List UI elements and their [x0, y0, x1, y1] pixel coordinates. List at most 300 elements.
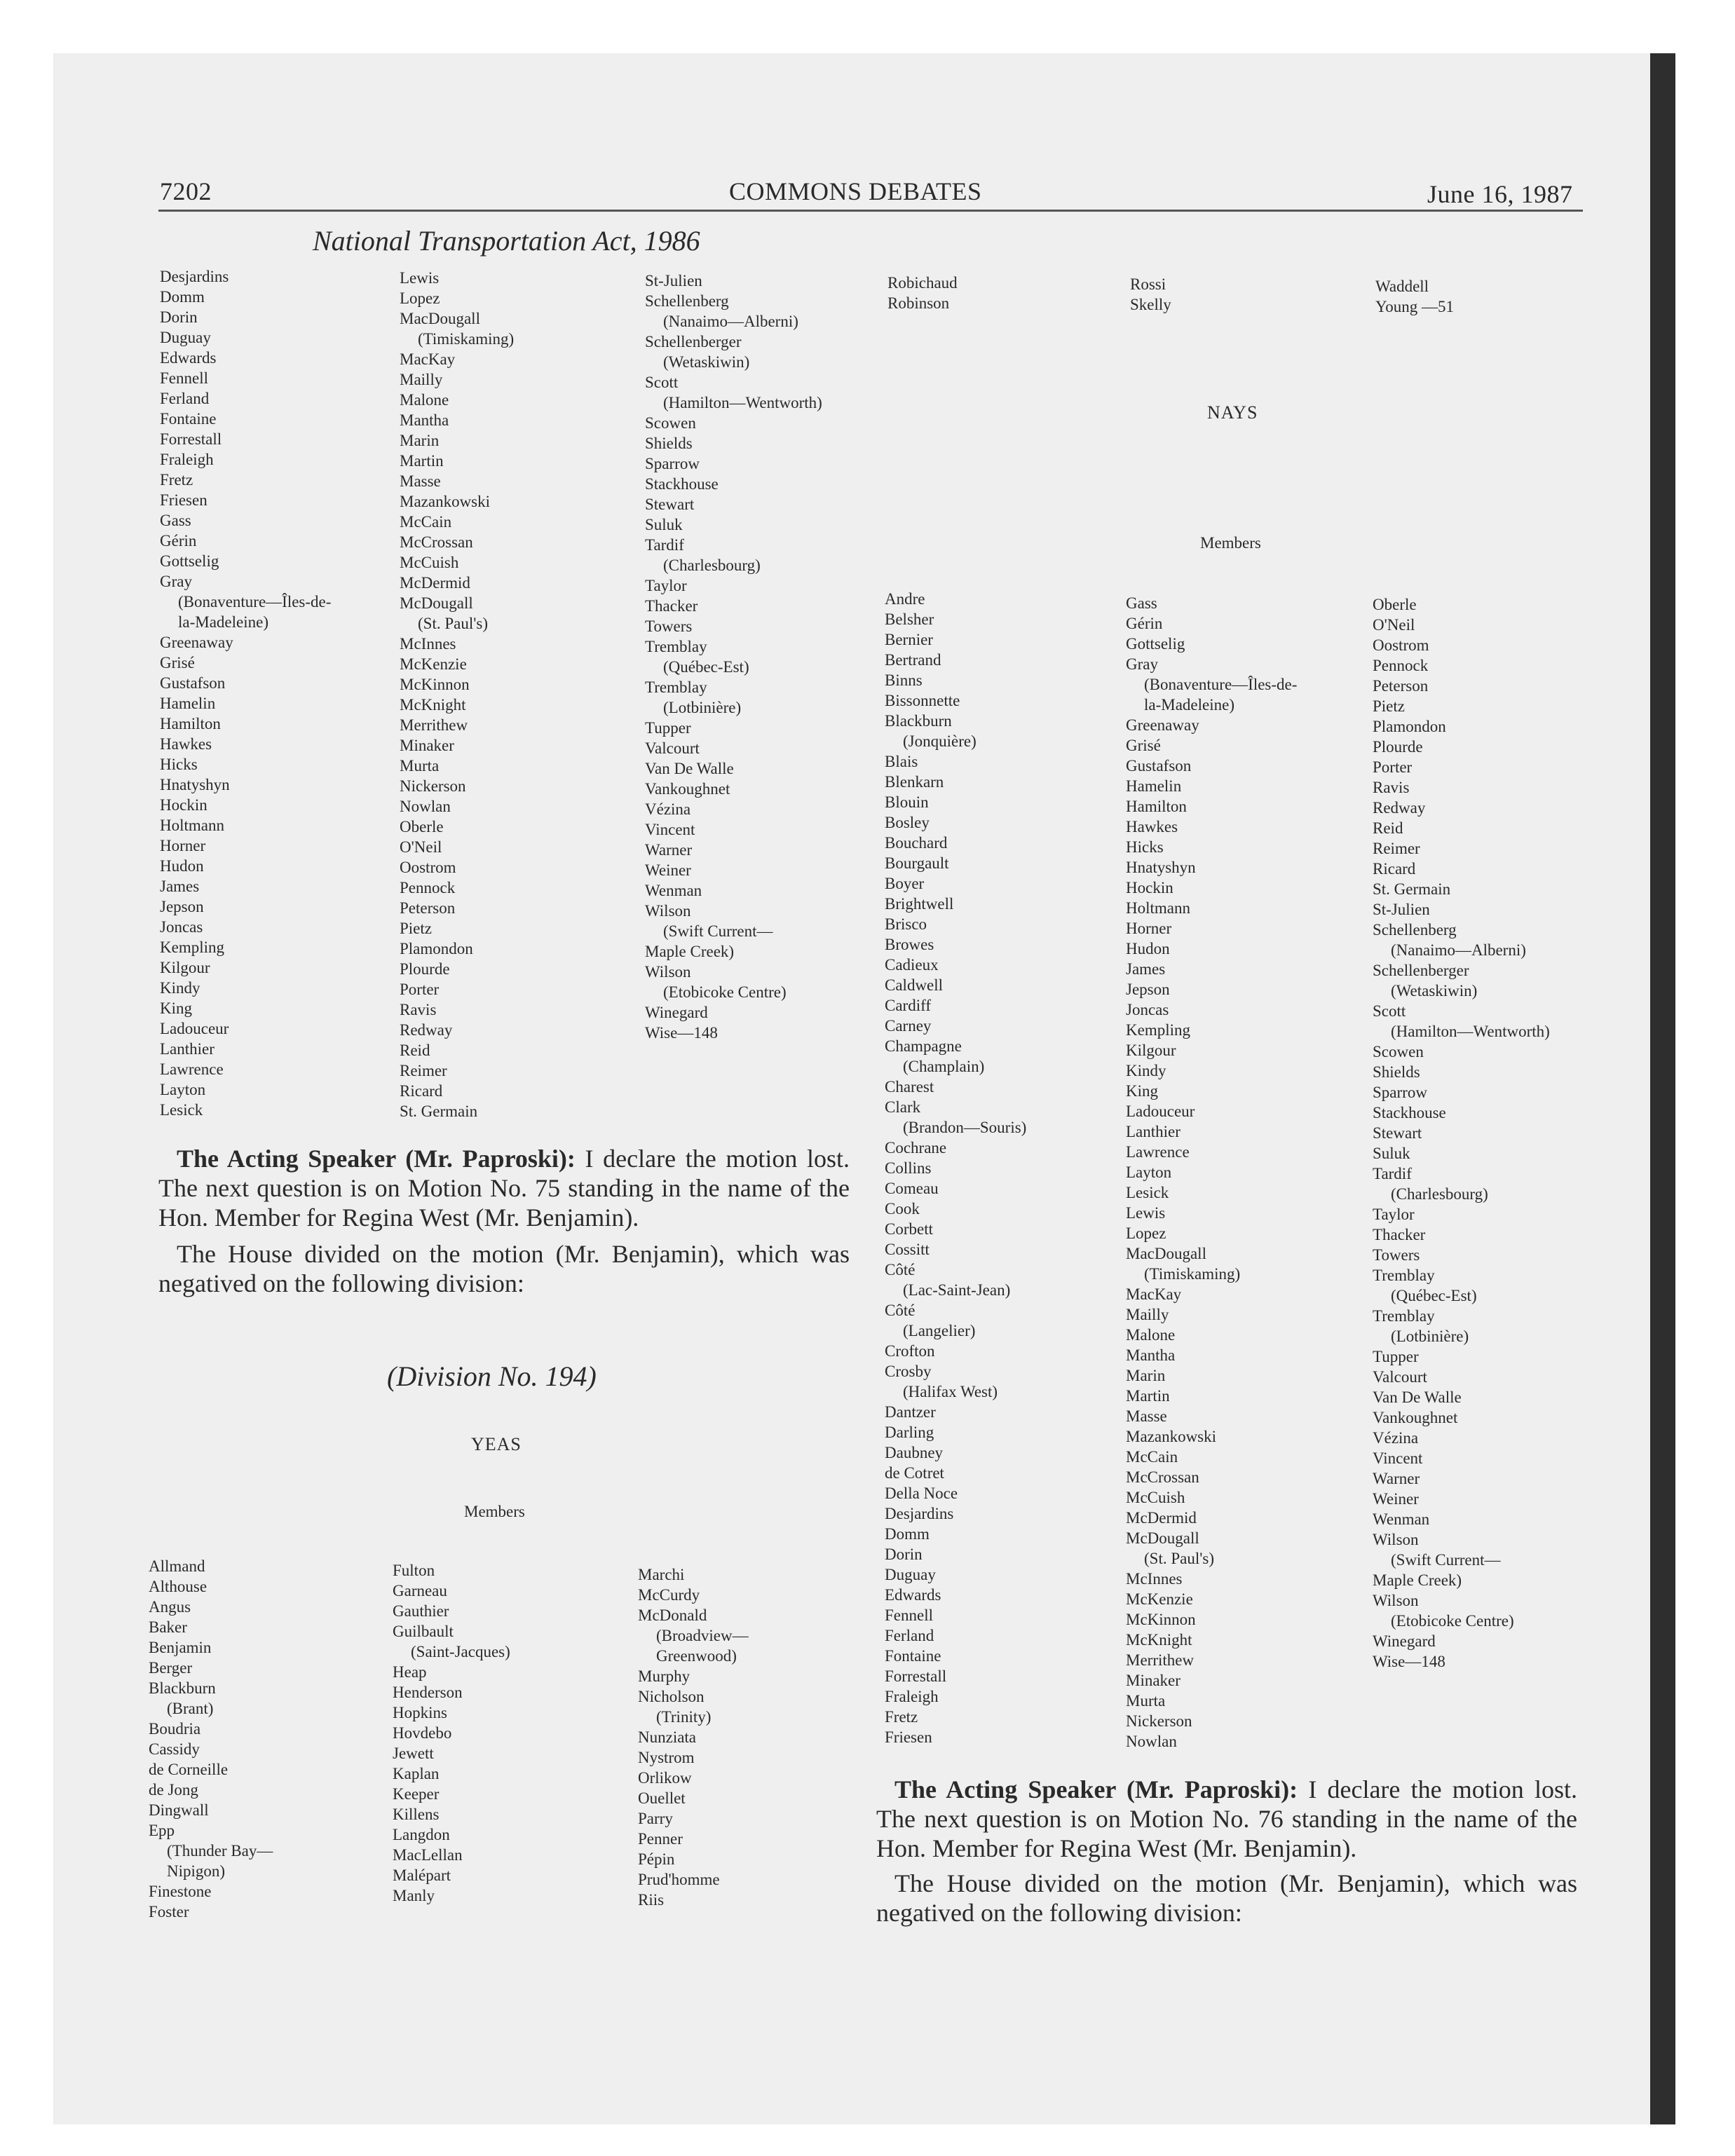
member-name: Hawkes — [160, 735, 212, 753]
member-name: (Etobicoke Centre) — [663, 983, 787, 1001]
member-name: Kaplan — [393, 1765, 440, 1782]
member-name: Lanthier — [1126, 1123, 1181, 1140]
member-name: Malépart — [393, 1867, 451, 1884]
member-name: Cochrane — [885, 1139, 947, 1157]
member-name: Lopez — [1126, 1224, 1166, 1242]
member-name: Fulton — [393, 1562, 435, 1579]
member-name: Oberle — [400, 818, 444, 835]
member-name: (Brandon—Souris) — [903, 1119, 1027, 1136]
previous-division-column-2 — [400, 268, 514, 1121]
member-name: Hovdebo — [393, 1724, 452, 1742]
member-name: McCuish — [1126, 1489, 1185, 1506]
member-name: Fennell — [885, 1606, 933, 1624]
member-name: Cardiff — [885, 997, 932, 1014]
member-name: Hamilton — [1126, 798, 1187, 815]
member-name: Caldwell — [885, 976, 944, 994]
member-name: Cook — [885, 1200, 920, 1217]
member-name: Henderson — [393, 1684, 463, 1701]
member-name: Lanthier — [160, 1040, 215, 1058]
member-name: Crofton — [885, 1342, 935, 1360]
member-name: Layton — [1126, 1164, 1172, 1181]
member-name: Mantha — [1126, 1346, 1176, 1364]
member-name: Murphy — [638, 1667, 690, 1685]
member-name: Ravis — [400, 1001, 437, 1018]
member-name: (Hamilton—Wentworth) — [663, 394, 822, 411]
member-name: Lawrence — [1126, 1143, 1190, 1161]
member-name: Hopkins — [393, 1704, 447, 1721]
member-name: Allmand — [149, 1557, 205, 1575]
member-name: Hamilton — [160, 715, 221, 732]
member-name: McDermid — [400, 574, 470, 592]
member-name: Charest — [885, 1078, 934, 1096]
member-name: Kindy — [1126, 1062, 1166, 1079]
member-name: de Cotret — [885, 1464, 944, 1482]
division-note-75: The House divided on the motion (Mr. Benjamin), which was negatived on the following division: — [158, 1240, 850, 1297]
member-name: Forrestall — [885, 1667, 947, 1685]
member-name: Fretz — [885, 1708, 918, 1726]
member-name: Collins — [885, 1159, 932, 1177]
member-name: Desjardins — [160, 268, 229, 285]
member-name: (Nanaimo—Alberni) — [663, 313, 798, 330]
member-name: Plamondon — [1373, 718, 1446, 735]
member-name: Marin — [1126, 1367, 1166, 1384]
member-name: McInnes — [400, 635, 456, 653]
previous-division-column-5 — [1130, 274, 1171, 315]
member-name: Langdon — [393, 1826, 450, 1843]
member-name: Stackhouse — [1373, 1104, 1446, 1121]
member-name: Sparrow — [1373, 1084, 1427, 1101]
member-name: Warner — [645, 841, 693, 859]
member-name: Lewis — [1126, 1204, 1166, 1222]
member-name: (Charlesbourg) — [1391, 1185, 1488, 1203]
member-name: Wilson — [1373, 1592, 1419, 1609]
member-name: St. Germain — [1373, 880, 1451, 898]
member-name: Taylor — [1373, 1206, 1415, 1223]
member-name: McCrossan — [400, 533, 473, 551]
header-rule — [158, 210, 1583, 212]
member-name: Gérin — [1126, 615, 1163, 632]
member-name: King — [1126, 1082, 1158, 1100]
member-name: (Langelier) — [903, 1322, 976, 1339]
member-name: Finestone — [149, 1883, 212, 1900]
member-name: Suluk — [645, 516, 683, 533]
member-name: Nunziata — [638, 1728, 697, 1746]
member-name: Cadieux — [885, 956, 939, 974]
member-name: Pennock — [400, 879, 456, 896]
member-name: Killens — [393, 1806, 440, 1823]
member-name: Schellenberger — [645, 333, 742, 350]
member-name: Althouse — [149, 1578, 207, 1595]
previous-division-column-1 — [160, 266, 331, 1120]
member-name: Reimer — [1373, 840, 1420, 857]
member-name: de Jong — [149, 1781, 198, 1799]
member-name: de Corneille — [149, 1761, 229, 1778]
division-title: (Division No. 194) — [387, 1360, 597, 1392]
member-name: Garneau — [393, 1582, 447, 1599]
member-name: Gérin — [160, 532, 197, 550]
member-name: Kindy — [160, 979, 200, 997]
member-name: Plamondon — [400, 940, 473, 957]
member-name: Dorin — [160, 308, 198, 326]
member-name: Gustafson — [1126, 757, 1192, 775]
member-name: Gottselig — [1126, 635, 1185, 653]
member-name: (Hamilton—Wentworth) — [1391, 1023, 1550, 1040]
member-name: Edwards — [160, 349, 217, 367]
member-name: Valcourt — [1373, 1368, 1427, 1386]
member-name: McKinnon — [1126, 1611, 1196, 1628]
member-name: Manly — [393, 1887, 435, 1904]
member-name: Schellenberg — [1373, 921, 1457, 939]
division-note-76: The House divided on the motion (Mr. Benjamin), which was negatived on the following division: — [876, 1869, 1577, 1927]
member-name: Desjardins — [885, 1505, 954, 1522]
member-name: Kilgour — [1126, 1042, 1176, 1059]
member-name: Ricard — [1373, 860, 1416, 878]
member-name: Schellenberg — [645, 292, 729, 310]
previous-division-column-4 — [887, 273, 958, 313]
member-name: St. Germain — [400, 1103, 478, 1120]
member-name: McKenzie — [400, 655, 467, 673]
member-name: Reid — [400, 1042, 430, 1059]
member-name: Valcourt — [645, 739, 700, 757]
member-name: Thacker — [645, 597, 698, 615]
member-name: Shields — [1373, 1063, 1420, 1081]
member-name: Robinson — [887, 294, 950, 312]
member-name: Towers — [645, 618, 693, 635]
member-name: Fontaine — [160, 410, 217, 428]
member-name: Cossitt — [885, 1241, 930, 1258]
publication-title: COMMONS DEBATES — [729, 177, 982, 205]
member-name: Reid — [1373, 819, 1403, 837]
member-name: Waddell — [1375, 278, 1429, 295]
member-name: Dorin — [885, 1546, 923, 1563]
member-name: Carney — [885, 1017, 932, 1035]
member-name: (Swift Current— — [1391, 1551, 1501, 1569]
member-name: Hicks — [1126, 838, 1164, 856]
member-name: Murta — [400, 757, 440, 775]
member-name: Ladouceur — [1126, 1103, 1195, 1120]
member-name: Champagne — [885, 1037, 962, 1055]
member-name: Winegard — [645, 1004, 708, 1021]
member-name: Vincent — [645, 821, 695, 838]
member-name: (Wetaskiwin) — [1391, 982, 1478, 999]
member-name: James — [160, 878, 200, 895]
member-name: Porter — [1373, 758, 1413, 776]
member-name: Bissonnette — [885, 692, 960, 709]
yeas-members-label: Members — [464, 1503, 525, 1520]
member-name: Tardif — [1373, 1165, 1412, 1182]
member-name: Horner — [160, 837, 206, 854]
member-name: Hamelin — [160, 695, 216, 712]
nays-column-3 — [1373, 594, 1550, 1672]
member-name: Grisé — [1126, 737, 1161, 754]
member-name: Gray — [160, 573, 192, 590]
member-name: Holtmann — [160, 817, 224, 834]
member-name: Kempling — [160, 939, 224, 956]
member-name: Lesick — [1126, 1184, 1169, 1201]
member-name: MacKay — [400, 350, 456, 368]
member-name: Mailly — [400, 371, 443, 388]
member-name: Keeper — [393, 1785, 440, 1803]
member-name: Blenkarn — [885, 773, 944, 791]
member-name: Browes — [885, 936, 934, 953]
member-name: (Timiskaming) — [1144, 1265, 1241, 1283]
member-name: Malone — [400, 391, 449, 409]
member-name: Stewart — [1373, 1124, 1422, 1142]
member-name: Martin — [1126, 1387, 1170, 1405]
member-name: McKnight — [400, 696, 466, 714]
member-name: MacLellan — [393, 1846, 463, 1864]
member-name: Angus — [149, 1598, 191, 1616]
member-name: Vézina — [645, 800, 691, 818]
member-name: (Champlain) — [903, 1058, 985, 1075]
member-name: Gass — [1126, 594, 1157, 612]
member-name: Scowen — [645, 414, 696, 432]
member-name: Ladouceur — [160, 1020, 229, 1037]
member-name: (Timiskaming) — [418, 330, 515, 348]
member-name: Domm — [160, 288, 205, 306]
member-name: Tremblay — [1373, 1267, 1435, 1284]
member-name: Masse — [400, 472, 441, 490]
member-name: Berger — [149, 1659, 193, 1677]
member-name: Plourde — [1373, 738, 1423, 756]
member-name: Boyer — [885, 875, 925, 892]
speaker-statement-76 — [876, 1775, 1577, 1863]
member-name: Merrithew — [400, 716, 468, 734]
member-name: Lewis — [400, 269, 440, 287]
member-name: Baker — [149, 1618, 187, 1636]
member-name: Bourgault — [885, 854, 949, 872]
member-name: Gass — [160, 512, 191, 529]
member-name: (Broadview— — [656, 1627, 749, 1644]
member-name: McDermid — [1126, 1509, 1197, 1527]
member-name: Gustafson — [160, 674, 226, 692]
member-name: MacKay — [1126, 1285, 1182, 1303]
member-name: Ricard — [400, 1082, 443, 1100]
member-name: Blackburn — [149, 1679, 216, 1697]
member-name: King — [160, 999, 192, 1017]
member-name: Weiner — [1373, 1490, 1419, 1508]
member-name: Nipigon) — [167, 1862, 226, 1880]
member-name: Pietz — [1373, 697, 1405, 715]
member-name: Wilson — [1373, 1531, 1419, 1548]
member-name: McInnes — [1126, 1570, 1183, 1588]
member-name: Tupper — [1373, 1348, 1419, 1365]
member-name: Pietz — [400, 920, 432, 937]
member-name: la-Madeleine) — [1144, 696, 1234, 714]
member-name: Tardif — [645, 536, 684, 554]
member-name: Hudon — [160, 857, 204, 875]
previous-division-column-6 — [1375, 276, 1454, 317]
member-name: Côté — [885, 1302, 916, 1319]
member-name: McDougall — [400, 594, 473, 612]
member-name: Wise—148 — [645, 1024, 718, 1042]
member-name: St-Julien — [645, 272, 702, 289]
member-name: Edwards — [885, 1586, 941, 1604]
member-name: Darling — [885, 1424, 934, 1441]
member-name: (Swift Current— — [663, 922, 773, 940]
member-name: Lesick — [160, 1101, 203, 1119]
member-name: Gottselig — [160, 552, 219, 570]
member-name: St-Julien — [1373, 901, 1430, 918]
member-name: Fretz — [160, 471, 193, 489]
member-name: Daubney — [885, 1444, 944, 1461]
member-name: Crosby — [885, 1363, 932, 1380]
member-name: Young —51 — [1375, 298, 1455, 315]
member-name: (Lotbinière) — [1391, 1328, 1469, 1345]
member-name: Tremblay — [645, 678, 707, 696]
member-name: Hamelin — [1126, 777, 1182, 795]
member-name: Holtmann — [1126, 899, 1190, 917]
member-name: McKenzie — [1126, 1590, 1193, 1608]
member-name: Bouchard — [885, 834, 948, 852]
member-name: (Charlesbourg) — [663, 557, 761, 574]
member-name: Merrithew — [1126, 1651, 1195, 1669]
member-name: Blouin — [885, 793, 929, 811]
member-name: Mazankowski — [400, 493, 491, 510]
member-name: (Trinity) — [656, 1708, 712, 1726]
yeas-column-2 — [393, 1560, 510, 1906]
member-name: (Nanaimo—Alberni) — [1391, 941, 1526, 959]
member-name: O'Neil — [400, 838, 442, 856]
member-name: Andre — [885, 590, 925, 608]
member-name: Ferland — [885, 1627, 934, 1644]
member-name: Skelly — [1130, 296, 1171, 313]
member-name: Dingwall — [149, 1801, 209, 1819]
member-name: Joncas — [160, 918, 203, 936]
member-name: McKinnon — [400, 676, 470, 693]
member-name: Tremblay — [1373, 1307, 1435, 1325]
member-name: Stackhouse — [645, 475, 719, 493]
member-name: Shields — [645, 435, 693, 452]
member-name: (Lotbinière) — [663, 699, 742, 716]
member-name: Nicholson — [638, 1688, 705, 1705]
member-name: Gauthier — [393, 1602, 449, 1620]
member-name: Towers — [1373, 1246, 1420, 1264]
member-name: Porter — [400, 981, 440, 998]
member-name: Peterson — [1373, 677, 1429, 695]
member-name: Bernier — [885, 631, 933, 648]
member-name: Kilgour — [160, 959, 210, 976]
member-name: McCurdy — [638, 1586, 700, 1604]
yeas-heading: YEAS — [471, 1434, 522, 1454]
member-name: Riis — [638, 1891, 665, 1909]
member-name: Marchi — [638, 1566, 685, 1583]
member-name: Wise—148 — [1373, 1653, 1445, 1670]
member-name: Martin — [400, 452, 444, 470]
member-name: Hudon — [1126, 940, 1170, 957]
member-name: McCain — [1126, 1448, 1178, 1466]
member-name: Winegard — [1373, 1632, 1436, 1650]
member-name: Wenman — [645, 882, 702, 899]
member-name: Ravis — [1373, 779, 1410, 796]
member-name: Ouellet — [638, 1789, 686, 1807]
member-name: Dantzer — [885, 1403, 936, 1421]
member-name: Greenaway — [1126, 716, 1199, 734]
member-name: Duguay — [160, 329, 211, 346]
member-name: (Saint-Jacques) — [411, 1643, 510, 1660]
member-name: Tupper — [645, 719, 691, 737]
member-name: Parry — [638, 1810, 673, 1827]
yeas-column-3 — [638, 1564, 749, 1910]
member-name: (Bonaventure—Îles-de- — [178, 593, 332, 610]
member-name: Vankoughnet — [1373, 1409, 1458, 1426]
member-name: Brightwell — [885, 895, 954, 913]
member-name: (Etobicoke Centre) — [1391, 1612, 1514, 1630]
member-name: (Bonaventure—Îles-de- — [1144, 676, 1298, 693]
member-name: Lopez — [400, 289, 440, 307]
nays-heading: NAYS — [1207, 402, 1258, 423]
member-name: Redway — [1373, 799, 1426, 817]
member-name: Scott — [1373, 1002, 1406, 1020]
member-name: Comeau — [885, 1180, 939, 1197]
member-name: Mantha — [400, 411, 449, 429]
member-name: O'Neil — [1373, 616, 1415, 634]
member-name: Blackburn — [885, 712, 952, 730]
member-name: Hnatyshyn — [160, 776, 230, 793]
publication-date: June 16, 1987 — [1427, 180, 1573, 208]
member-name: Stewart — [645, 496, 695, 513]
member-name: Masse — [1126, 1407, 1167, 1425]
member-name: Reimer — [400, 1062, 447, 1079]
member-name: (St. Paul's) — [1144, 1550, 1214, 1567]
member-name: (Québec-Est) — [1391, 1287, 1477, 1304]
member-name: Nowlan — [400, 798, 451, 815]
member-name: Horner — [1126, 920, 1172, 937]
member-name: Jepson — [1126, 981, 1170, 998]
member-name: McDougall — [1126, 1529, 1199, 1547]
member-name: Bertrand — [885, 651, 941, 669]
member-name: (St. Paul's) — [418, 615, 488, 632]
member-name: Joncas — [1126, 1001, 1169, 1018]
member-name: Hicks — [160, 756, 198, 773]
member-name: James — [1126, 960, 1166, 978]
member-name: Murta — [1126, 1692, 1166, 1710]
member-name: MacDougall — [1126, 1245, 1206, 1262]
member-name: Benjamin — [149, 1639, 212, 1656]
member-name: Maple Creek) — [645, 943, 735, 960]
member-name: (Jonquière) — [903, 732, 977, 750]
member-name: Oostrom — [400, 859, 456, 876]
member-name: Grisé — [160, 654, 195, 671]
member-name: (Wetaskiwin) — [663, 353, 750, 371]
nays-members-label: Members — [1200, 534, 1261, 552]
member-name: Redway — [400, 1021, 453, 1039]
member-name: (Québec-Est) — [663, 658, 749, 676]
member-name: McKnight — [1126, 1631, 1192, 1649]
member-name: Mailly — [1126, 1306, 1169, 1323]
speaker-name: The Acting Speaker (Mr. Paproski): — [894, 1775, 1298, 1803]
member-name: Friesen — [160, 491, 207, 509]
member-name: Minaker — [400, 737, 454, 754]
member-name: Fontaine — [885, 1647, 941, 1665]
member-name: Lawrence — [160, 1060, 224, 1078]
member-name: Prud'homme — [638, 1871, 720, 1888]
member-name: Tremblay — [645, 638, 707, 655]
member-name: Binns — [885, 671, 923, 689]
member-name: Scott — [645, 374, 679, 391]
member-name: Friesen — [885, 1728, 932, 1746]
speaker-name: The Acting Speaker (Mr. Paproski): — [177, 1145, 576, 1173]
member-name: Duguay — [885, 1566, 936, 1583]
member-name: McCuish — [400, 554, 459, 571]
member-name: Scowen — [1373, 1043, 1424, 1060]
member-name: Cassidy — [149, 1740, 200, 1758]
member-name: Hockin — [160, 796, 207, 814]
member-name: Weiner — [645, 861, 691, 879]
member-name: Guilbault — [393, 1623, 454, 1640]
member-name: Peterson — [400, 899, 456, 917]
member-name: Hnatyshyn — [1126, 859, 1196, 876]
